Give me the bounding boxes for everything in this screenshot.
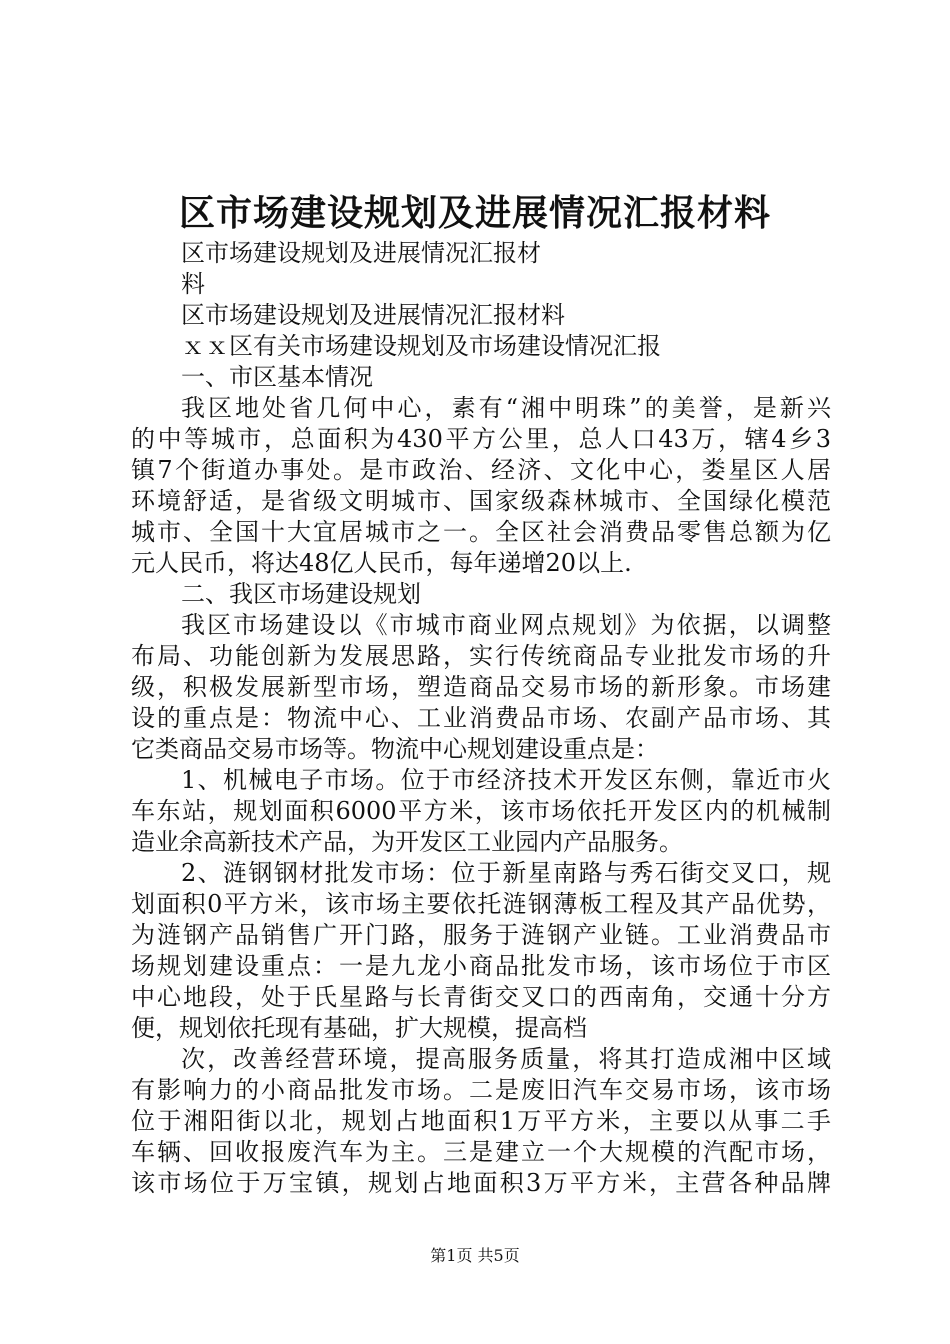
text-line: 料 [181,270,205,298]
text-line: 有影响力的小商品批发市场。二是废旧汽车交易市场，该市场 [131,1076,831,1104]
text-line: 造业余高新技术产品，为开发区工业园内产品服务。 [131,828,683,856]
text-line: 我区市场建设以《市城市商业网点规划》为依据，以调整 [181,611,831,639]
section-heading: 一、市区基本情况 [181,363,373,391]
text-line: 布局、功能创新为发展思路，实行传统商品专业批发市场的升 [131,642,831,670]
text-line: 次，改善经营环境，提高服务质量，将其打造成湘中区域 [181,1045,831,1073]
text-line: 级，积极发展新型市场，塑造商品交易市场的新形象。市场建 [131,673,831,701]
text-line: 该市场位于万宝镇，规划占地面积3万平方米，主营各种品牌 [131,1169,831,1197]
text-line: 场规划建设重点：一是九龙小商品批发市场，该市场位于市区 [131,952,831,980]
text-line: 1、机械电子市场。位于市经济技术开发区东侧，靠近市火 [181,766,831,794]
section-heading: 二、我区市场建设规划 [181,580,421,608]
document-title: 区市场建设规划及进展情况汇报材料 [178,192,771,234]
text-line: 的中等城市，总面积为430平方公里，总人口43万，辖4乡3 [131,425,831,453]
text-line: 城市、全国十大宜居城市之一。全区社会消费品零售总额为亿 [131,518,831,546]
text-line: 镇7个街道办事处。是市政治、经济、文化中心，娄星区人居 [131,456,831,484]
text-line: 车辆、回收报废汽车为主。三是建立一个大规模的汽配市场， [131,1138,831,1166]
text-line: 划面积0平方米，该市场主要依托涟钢薄板工程及其产品优势， [131,890,831,918]
text-line: 元人民币，将达48亿人民币，每年递增20以上. [131,549,632,577]
text-line: 便，规划依托现有基础，扩大规模，提高档 [131,1014,587,1042]
text-line: 区市场建设规划及进展情况汇报材料 [181,301,565,329]
text-line: 车东站，规划面积6000平方米，该市场依托开发区内的机械制 [131,797,831,825]
text-line: 区市场建设规划及进展情况汇报材 [181,239,541,267]
text-line: 2、涟钢钢材批发市场：位于新星南路与秀石街交叉口，规 [181,859,831,887]
text-line: ｘｘ区有关市场建设规划及市场建设情况汇报 [181,332,661,360]
text-line: 它类商品交易市场等。物流中心规划建设重点是： [131,735,659,763]
page-number: 第1页 共5页 [430,1246,520,1265]
text-line: 为涟钢产品销售广开门路，服务于涟钢产业链。工业消费品市 [131,921,831,949]
text-line: 环境舒适，是省级文明城市、国家级森林城市、全国绿化模范 [131,487,831,515]
text-line: 位于湘阳街以北，规划占地面积1万平方米，主要以从事二手 [131,1107,831,1135]
text-line: 中心地段，处于氏星路与长青街交叉口的西南角，交通十分方 [131,983,831,1011]
text-line: 设的重点是：物流中心、工业消费品市场、农副产品市场、其 [131,704,831,732]
text-line: 我区地处省几何中心，素有“湘中明珠”的美誉，是新兴 [181,394,831,422]
